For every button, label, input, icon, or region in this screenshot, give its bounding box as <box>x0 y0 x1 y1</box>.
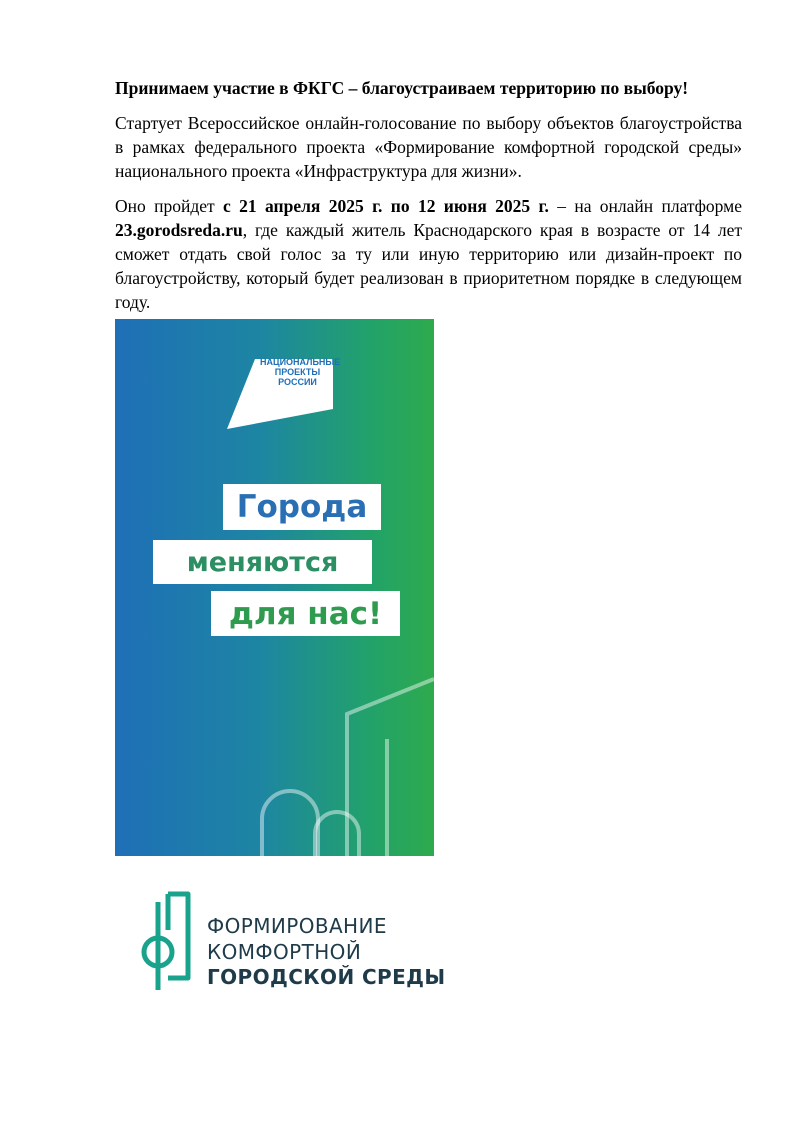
poster-line-3: для нас! <box>211 591 400 636</box>
fkgs-line-2: КОМФОРТНОЙ <box>207 939 362 964</box>
details-text-1: Оно пройдет <box>115 196 224 216</box>
fkgs-logo-text <box>207 914 445 991</box>
fkgs-line-1: ФОРМИРОВАНИЕ <box>207 914 387 938</box>
voting-dates: с 21 апреля 2025 г. по 12 июня 2025 г. <box>223 196 549 216</box>
intro-paragraph: Стартует Всероссийское онлайн-голосование по выбору объектов благоустройства в рамках федерального проекта «Формирование комфортной городской среды» национального проекта «Инфраструктура для жизни». <box>115 113 742 181</box>
details-text-2: – на онлайн платформе <box>548 196 742 216</box>
article-heading: Принимаем участие в ФКГС – благоустраиваем территорию по выбору! <box>115 78 689 98</box>
details-paragraph <box>115 194 742 314</box>
fkgs-emblem-icon <box>138 890 196 994</box>
logo-line-2: ПРОЕКТЫ <box>274 367 321 377</box>
campaign-poster <box>115 319 434 856</box>
poster-line-1: Города <box>223 484 381 530</box>
logo-line-1: НАЦИОНАЛЬНЫЕ <box>260 357 341 367</box>
poster-line-2: меняются <box>153 540 372 584</box>
logo-line-3: РОССИИ <box>278 377 317 387</box>
fkgs-line-3: ГОРОДСКОЙ СРЕДЫ <box>207 965 446 989</box>
details-text-3: , где каждый житель Краснодарского края в возрасте от 14 лет сможет отдать свой голос за ту или иную территорию или дизайн-проект по благоустройству, который будет реализован в приоритетном порядке в следующем году. <box>115 220 742 312</box>
national-projects-logo-text <box>260 357 341 387</box>
platform-url: 23.gorodsreda.ru <box>115 220 243 240</box>
